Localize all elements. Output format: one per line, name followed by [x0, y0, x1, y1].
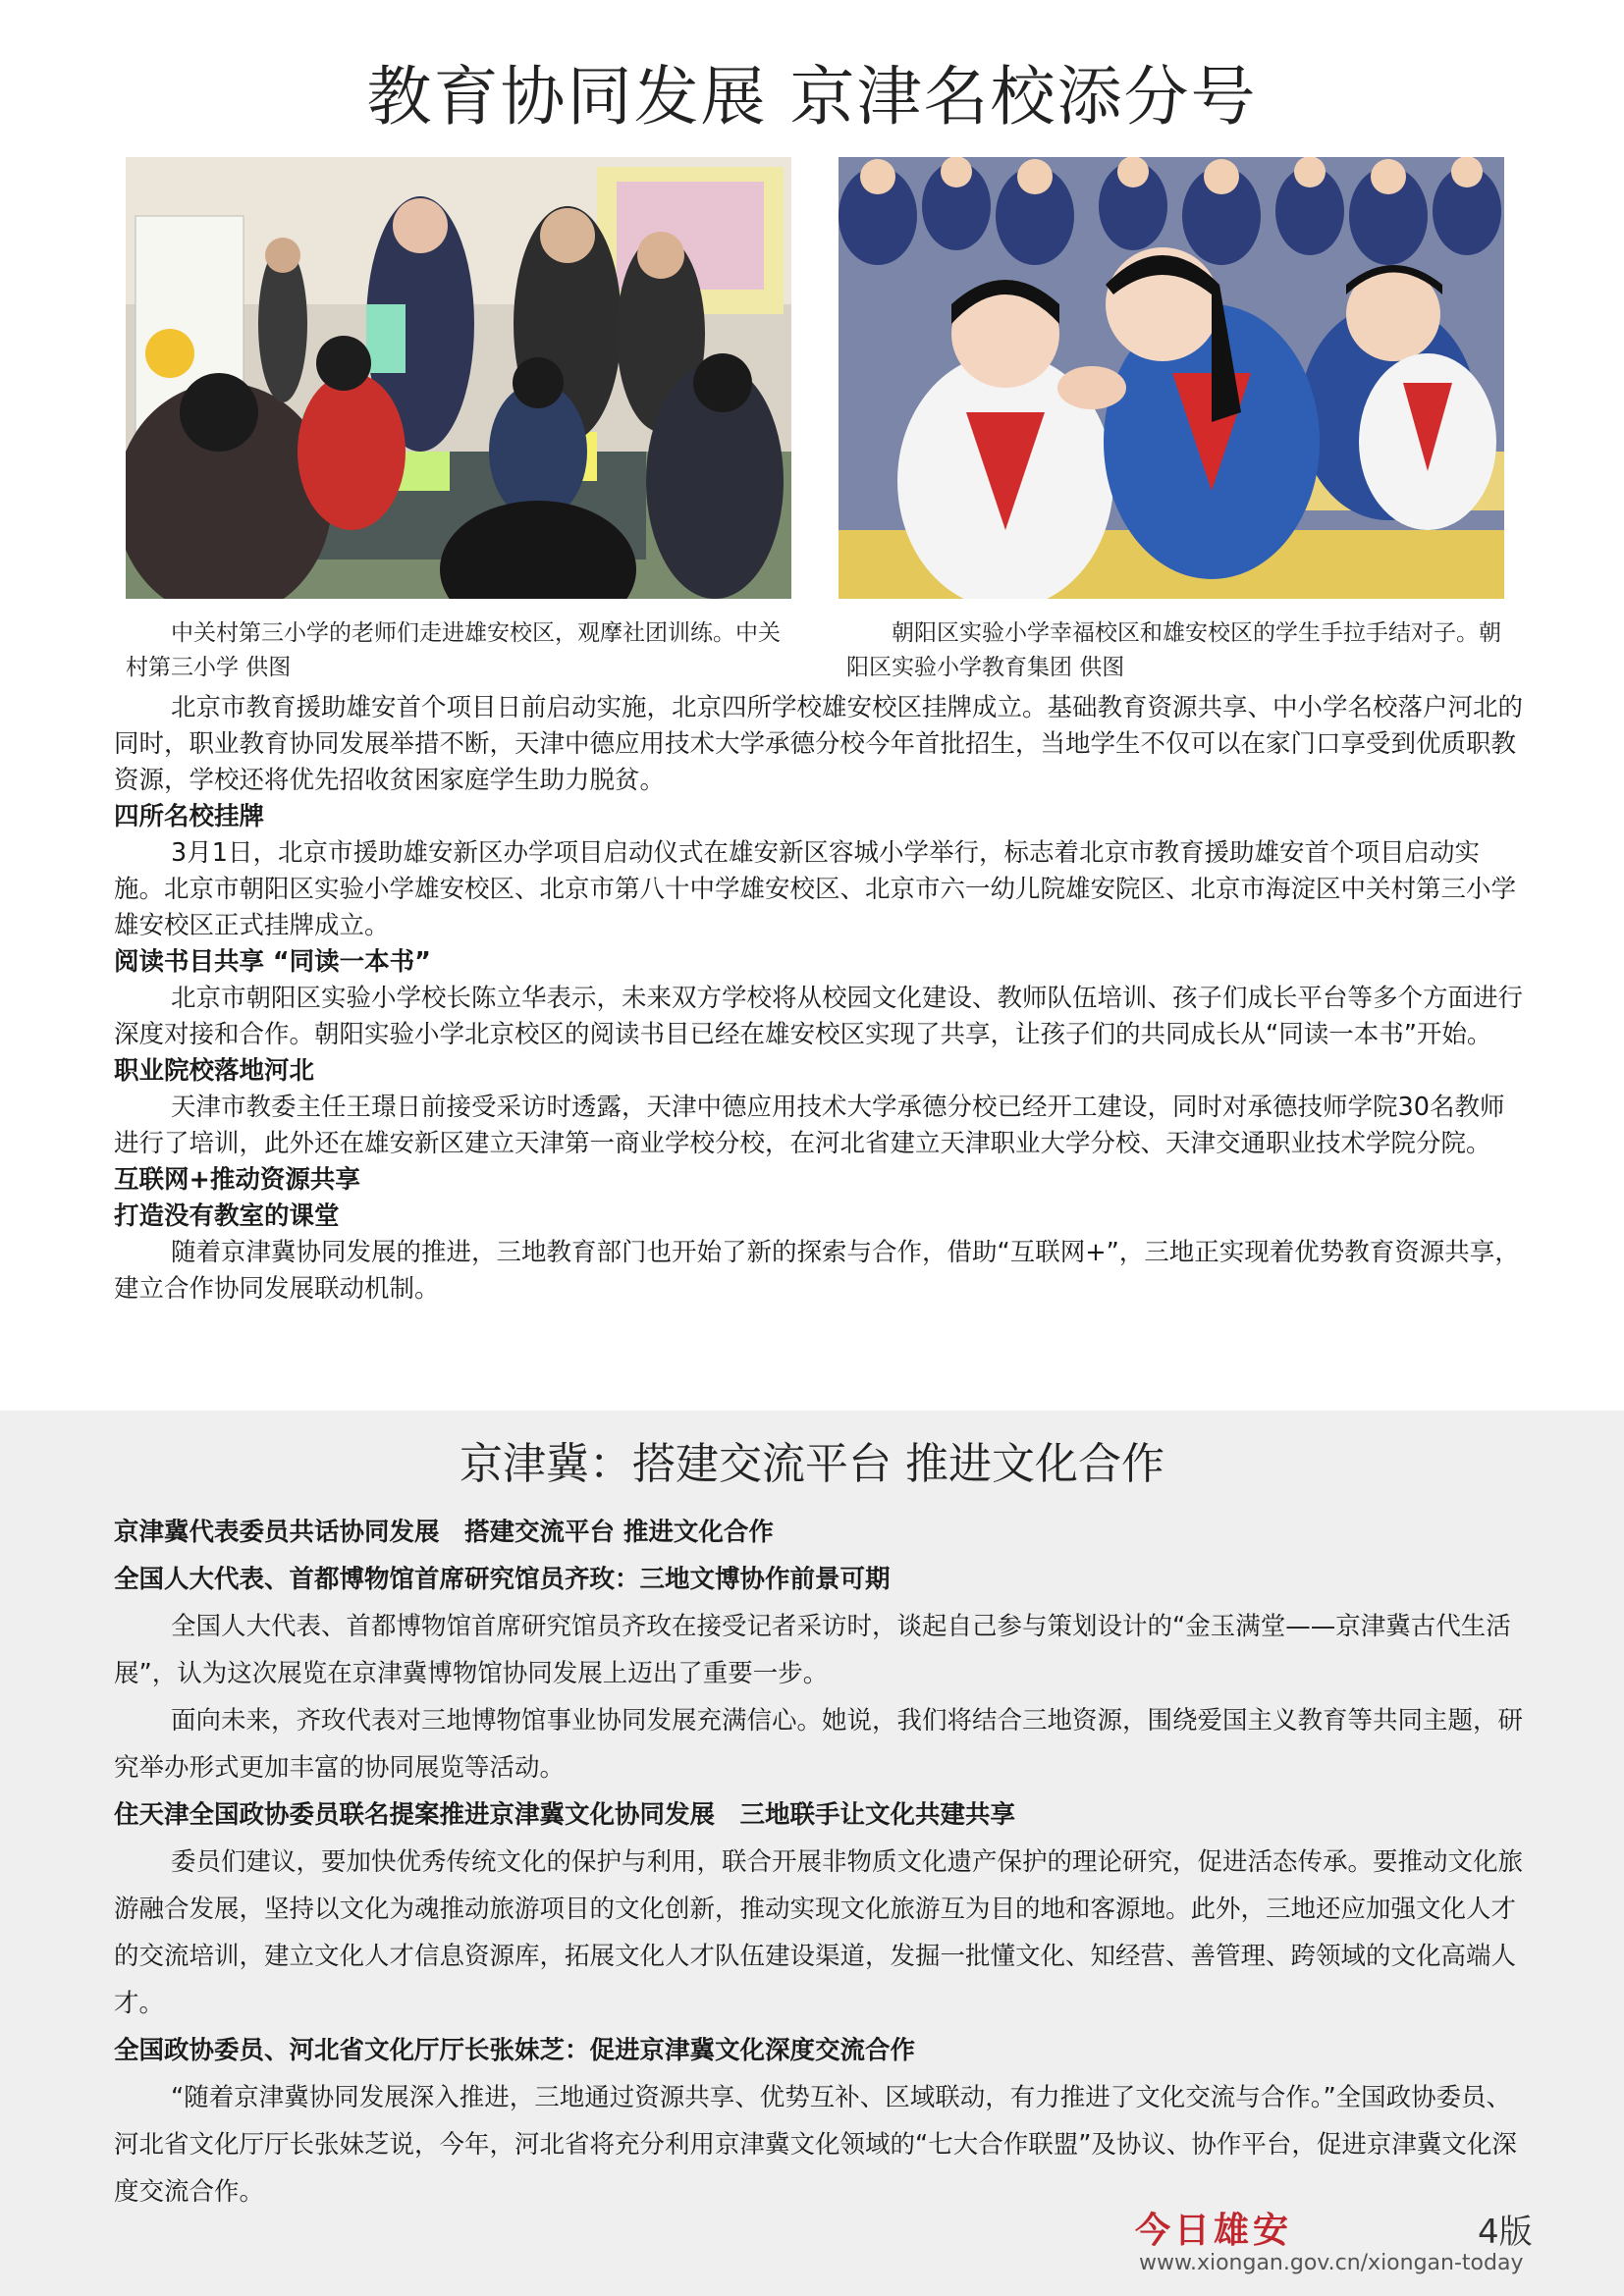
subhead-four-schools: 四所名校挂牌	[114, 802, 265, 831]
article-intro: 北京市教育援助雄安首个项目日前启动实施，北京四所学校雄安校区挂牌成立。基础教育资源共享、中小学名校落户河北的同时，职业教育协同发展举措不断，天津中德应用技术大学承德分校今年首批招生，当地学生不仅可以在家门口享受到优质职教资源，学校还将优先招收贫困家庭学生助力脱贫。	[114, 693, 1524, 795]
paragraph-four-schools: 3月1日，北京市援助雄安新区办学项目启动仪式在雄安新区容城小学举行，标志着北京市教育援助雄安首个项目启动实施。北京市朝阳区实验小学雄安校区、北京市第八十中学雄安校区、北京市六一幼儿院雄安院区、北京市海淀区中关村第三小学雄安校区正式挂牌成立。	[114, 838, 1517, 940]
subhead-classroom: 打造没有教室的课堂	[114, 1201, 340, 1231]
paragraph-internet: 随着京津冀协同发展的推进，三地教育部门也开始了新的探索与合作，借助“互联网+”，三地正实现着优势教育资源共享，建立合作协同发展联动机制。	[114, 1238, 1520, 1304]
photo-zhongguancun	[126, 157, 791, 599]
subhead-vocational: 职业院校落地河北	[114, 1056, 315, 1086]
culture-section-title: 京津冀：搭建交流平台 推进文化合作	[460, 1439, 1164, 1489]
paragraph-culture-3: 委员们建议，要加快优秀传统文化的保护与利用，联合开展非物质文化遗产保护的理论研究，促进活态传承。要推动文化旅游融合发展，坚持以文化为魂推动旅游项目的文化创新，推动实现文化旅游互为目的地和客源地。此外，三地还应加强文化人才的交流培训，建立文化人才信息资源库，拓展文化人才队伍建设渠道，发掘一批懂文化、知经营、善管理、跨领域的文化高端人才。	[114, 1847, 1524, 2018]
page-number: 4版	[1478, 2213, 1533, 2252]
photo-chaoyang	[839, 157, 1504, 599]
subhead-culture-4: 全国政协委员、河北省文化厅厅长张妹芝：促进京津冀文化深度交流合作	[114, 2036, 916, 2065]
paragraph-culture-1: 全国人大代表、首都博物馆首席研究馆员齐玫在接受记者采访时，谈起自己参与策划设计的“金玉满堂——京津冀古代生活展”，认为这次展览在京津冀博物馆协同发展上迈出了重要一步。	[114, 1612, 1511, 1688]
article-main	[114, 690, 1524, 1308]
article-culture	[114, 1509, 1524, 2216]
paragraph-culture-4: “随着京津冀协同发展深入推进，三地通过资源共享、优势互补、区域联动，有力推进了文化交流与合作。”全国政协委员、河北省文化厅厅长张妹芝说，今年，河北省将充分利用京津冀文化领域的“七大合作联盟”及协议、协作平台，促进京津冀文化深度交流合作。	[114, 2083, 1517, 2207]
website-url[interactable]: www.xiongan.gov.cn/xiongan-today	[1139, 2251, 1524, 2275]
subhead-reading: 阅读书目共享 “同读一本书”	[114, 947, 431, 977]
subhead-culture-1: 京津冀代表委员共话协同发展 搭建交流平台 推进文化合作	[114, 1518, 774, 1547]
subhead-culture-2: 全国人大代表、首都博物馆首席研究馆员齐玫：三地文博协作前景可期	[114, 1565, 891, 1594]
paragraph-vocational: 天津市教委主任王璟日前接受采访时透露，天津中德应用技术大学承德分校已经开工建设，同时对承德技师学院30名教师进行了培训，此外还在雄安新区建立天津第一商业学校分校，在河北省建立天津职业大学分校、天津交通职业技术学院分院。	[114, 1093, 1505, 1158]
paragraph-culture-2: 面向未来，齐玫代表对三地博物馆事业协同发展充满信心。她说，我们将结合三地资源，围绕爱国主义教育等共同主题，研究举办形式更加丰富的协同展览等活动。	[114, 1706, 1524, 1783]
photo-caption-right: 朝阳区实验小学幸福校区和雄安校区的学生手拉手结对子。朝阳区实验小学教育集团 供图	[846, 620, 1501, 680]
page-title: 教育协同发展 京津名校添分号	[366, 59, 1258, 134]
paragraph-reading: 北京市朝阳区实验小学校长陈立华表示，未来双方学校将从校园文化建设、教师队伍培训、孩子们成长平台等多个方面进行深度对接和合作。朝阳实验小学北京校区的阅读书目已经在雄安校区实现了共享，让孩子们的共同成长从“同读一本书”开始。	[114, 984, 1524, 1049]
subhead-culture-3: 住天津全国政协委员联名提案推进京津冀文化协同发展 三地联手让文化共建共享	[114, 1800, 1016, 1830]
photo-caption-left: 中关村第三小学的老师们走进雄安校区，观摩社团训练。中关村第三小学 供图	[126, 620, 781, 680]
newspaper-logo: 今日雄安	[1135, 2210, 1293, 2251]
subhead-internet: 互联网+推动资源共享	[114, 1165, 360, 1195]
